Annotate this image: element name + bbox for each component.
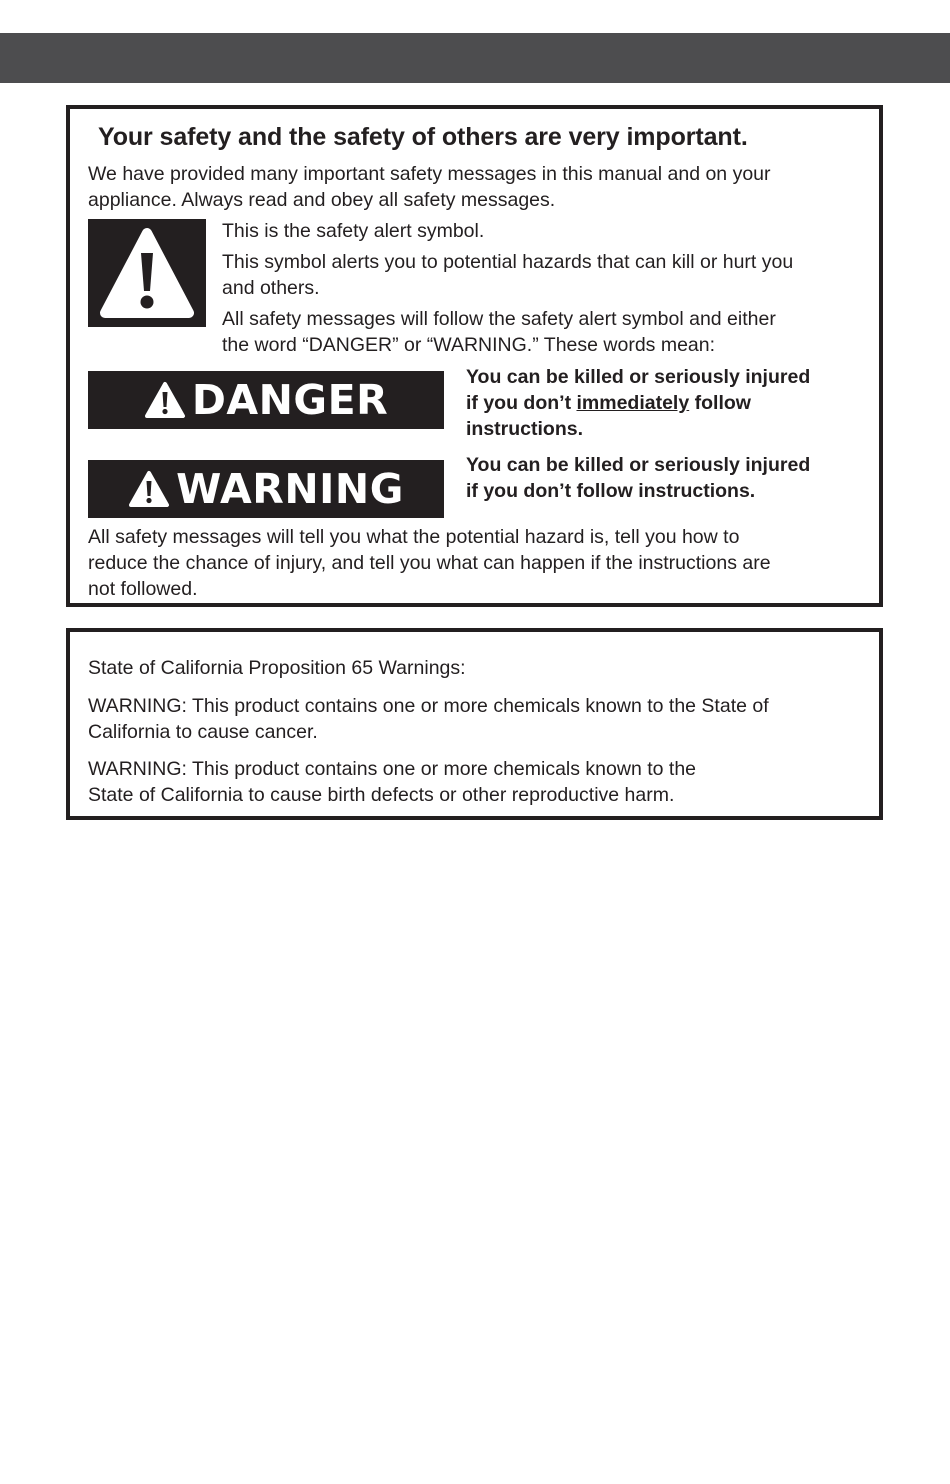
warning-label: WARNING <box>176 465 404 513</box>
prop65-warning2-line-2: State of California to cause birth defects or other reproductive harm. <box>88 784 675 806</box>
prop65-warning1-line-2: California to cause cancer. <box>88 721 318 743</box>
warning-text-line-1: You can be killed or seriously injured <box>466 454 811 476</box>
immediately-emphasis: immediately <box>576 392 690 414</box>
symbol-line-4: All safety messages will follow the safety alert symbol and either <box>222 308 776 330</box>
safety-alert-symbol <box>88 219 206 327</box>
warning-banner <box>88 460 444 518</box>
safety-alert-triangle-icon <box>88 219 206 327</box>
closing-line-1: All safety messages will tell you what the potential hazard is, tell you how to <box>88 526 740 548</box>
prop65-warning1-line-1: WARNING: This product contains one or more chemicals known to the State of <box>88 695 769 717</box>
warning-text-line-2: if you don’t follow instructions. <box>466 480 756 502</box>
header-band <box>0 33 950 83</box>
symbol-line-2: This symbol alerts you to potential hazards that can kill or hurt you <box>222 251 794 273</box>
prop65-warning2-line-1: WARNING: This product contains one or more chemicals known to the <box>88 758 697 780</box>
warning-alert-icon <box>128 470 170 508</box>
prop65-box <box>66 628 883 820</box>
symbol-line-1: This is the safety alert symbol. <box>222 220 485 242</box>
symbol-line-3: and others. <box>222 277 320 299</box>
closing-line-2: reduce the chance of injury, and tell you what can happen if the instructions are <box>88 552 771 574</box>
symbol-line-5: the word “DANGER” or “WARNING.” These words mean: <box>222 334 716 356</box>
danger-text-line-3: instructions. <box>466 418 584 440</box>
closing-line-3: not followed. <box>88 578 198 600</box>
prop65-title: State of California Proposition 65 Warnings: <box>88 657 466 679</box>
safety-notice-box <box>66 105 883 607</box>
danger-text-line-1: You can be killed or seriously injured <box>466 366 811 388</box>
danger-label: DANGER <box>191 376 389 424</box>
safety-heading: Your safety and the safety of others are very important. <box>98 123 748 151</box>
danger-text-line-2: if you don’t immediately follow <box>466 392 751 414</box>
danger-alert-icon <box>144 381 186 419</box>
intro-line-2: appliance. Always read and obey all safety messages. <box>88 189 556 211</box>
intro-line-1: We have provided many important safety messages in this manual and on your <box>88 163 771 185</box>
danger-banner <box>88 371 444 429</box>
